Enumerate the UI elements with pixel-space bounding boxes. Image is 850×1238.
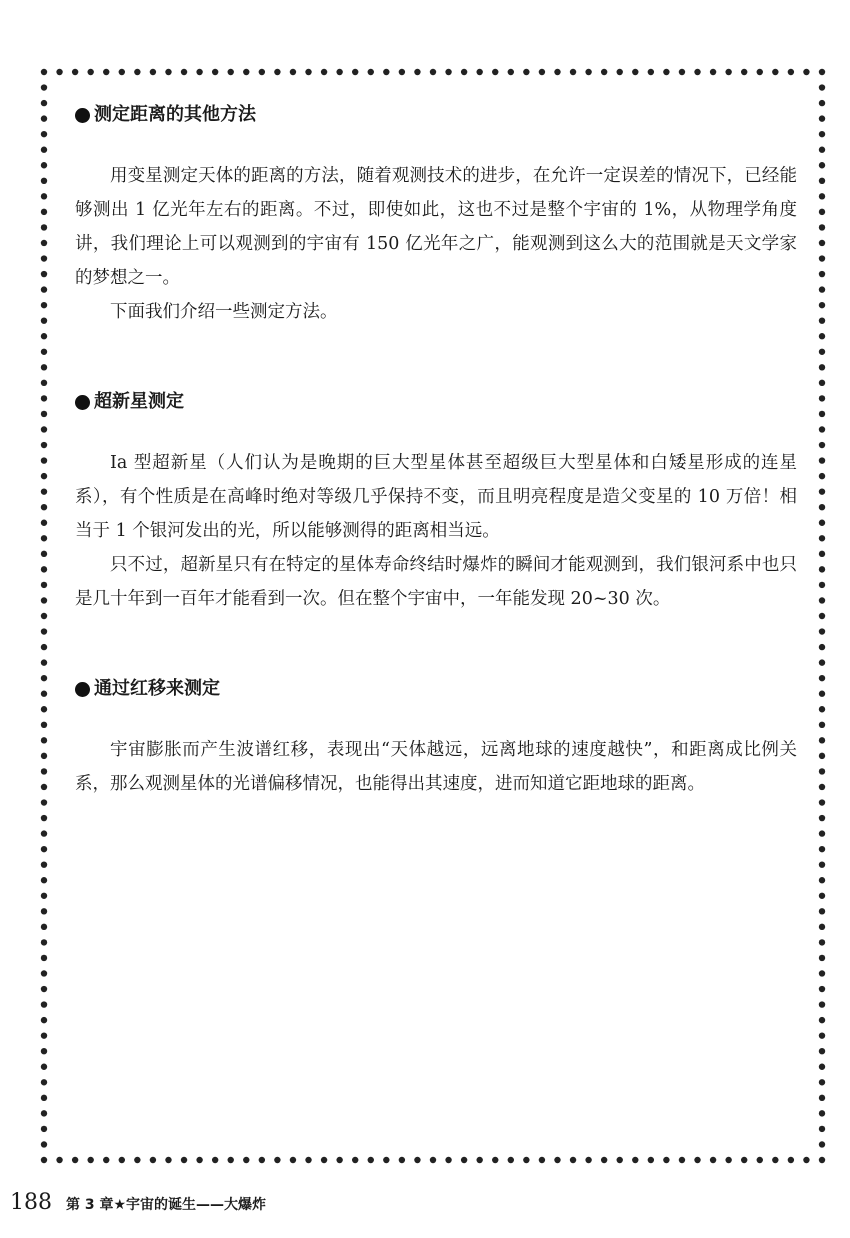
paragraph: 只不过，超新星只有在特定的星体寿命终结时爆炸的瞬间才能观测到，我们银河系中也只是几十年到一百年才能看到一次。但在整个宇宙中，一年能发现 20~30 次。 [75,555,797,609]
section-other-methods [75,100,797,329]
section-redshift [75,674,797,801]
section-heading-text: 测定距离的其他方法 [94,104,256,125]
bullet-icon [75,395,90,410]
section-heading [75,100,797,130]
paragraph: 宇宙膨胀而产生波谱红移，表现出“天体越远，远离地球的速度越快”，和距离成比例关系，那么观测星体的光谱偏移情况，也能得出其速度，进而知道它距地球的距离。 [75,740,797,794]
paragraph: 下面我们介绍一些测定方法。 [110,302,338,322]
paragraph: Ia 型超新星（人们认为是晚期的巨大型星体甚至超级巨大型星体和白矮星形成的连星系），有个性质是在高峰时绝对等级几乎保持不变，而且明亮程度是造父变星的 10 万倍！相当于 1 个银河发出的光，所以能够测得的距离相当远。 [75,453,797,541]
bullet-icon [75,108,90,123]
bullet-icon [75,682,90,697]
section-heading-text: 超新星测定 [94,391,184,412]
section-heading [75,387,797,417]
paragraph: 用变星测定天体的距离的方法，随着观测技术的进步，在允许一定误差的情况下，已经能够测出 1 亿光年左右的距离。不过，即使如此，这也不过是整个宇宙的 1%，从物理学角度讲，我们理论上可以观测到的宇宙有 150 亿光年之广，能观测到这么大的范围就是天文学家的梦想之一。 [75,166,797,288]
chapter-title: 第 3 章★宇宙的诞生——大爆炸 [66,1197,267,1213]
section-heading-text: 通过红移来测定 [94,678,220,699]
page-footer [10,1190,266,1226]
section-heading [75,674,797,704]
page-number: 188 [10,1190,52,1215]
page-content [75,100,797,801]
section-supernova [75,387,797,616]
